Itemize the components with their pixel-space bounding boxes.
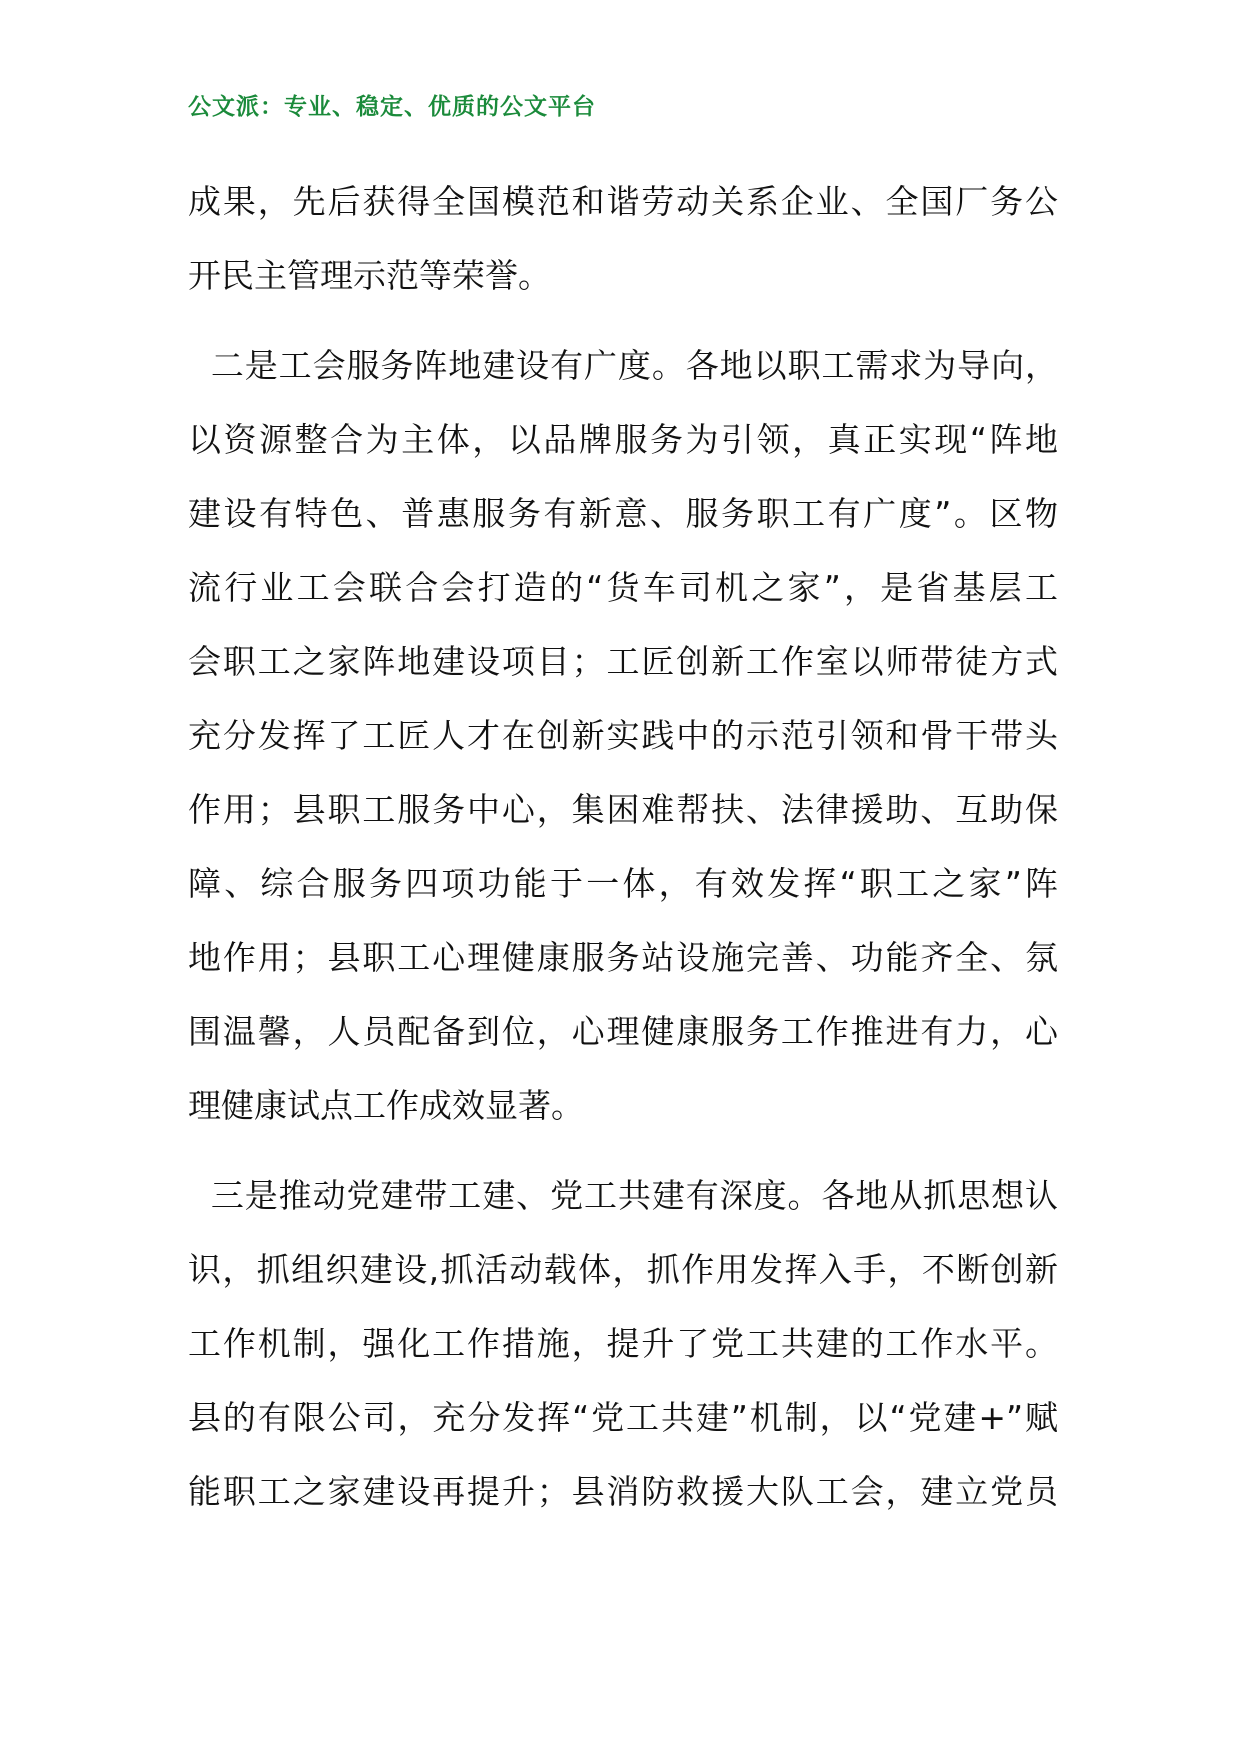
paragraph-1 (188, 165, 1058, 313)
text-line: 能职工之家建设再提升；县消防救援大队工会，建立党员 (188, 1472, 1058, 1511)
text-line: 地作用；县职工心理健康服务站设施完善、功能齐全、氛 (188, 938, 1058, 977)
paragraph-2 (188, 329, 1058, 1143)
text-line: 理健康试点工作成效显著。 (188, 1086, 584, 1125)
document-body (188, 165, 1058, 1545)
text-line: 以资源整合为主体，以品牌服务为引领，真正实现“阵地 (188, 420, 1058, 459)
text-line: 二是工会服务阵地建设有广度。各地以职工需求为导向， (188, 346, 1058, 385)
text-line: 工作机制，强化工作措施，提升了党工共建的工作水平。 (188, 1324, 1058, 1363)
text-line: 会职工之家阵地建设项目；工匠创新工作室以师带徒方式 (188, 642, 1058, 681)
text-line: 障、综合服务四项功能于一体，有效发挥“职工之家”阵 (188, 864, 1058, 903)
text-line: 县的有限公司，充分发挥“党工共建”机制，以“党建+”赋 (188, 1398, 1058, 1437)
text-line: 充分发挥了工匠人才在创新实践中的示范引领和骨干带头 (188, 716, 1058, 755)
paragraph-3 (188, 1159, 1058, 1529)
text-line: 识，抓组织建设,抓活动载体，抓作用发挥入手，不断创新 (188, 1250, 1058, 1289)
text-line: 三是推动党建带工建、党工共建有深度。各地从抓思想认 (188, 1176, 1058, 1215)
text-line: 围温馨，人员配备到位，心理健康服务工作推进有力，心 (188, 1012, 1058, 1051)
text-line: 作用；县职工服务中心，集困难帮扶、法律援助、互助保 (188, 790, 1058, 829)
text-line: 建设有特色、普惠服务有新意、服务职工有广度”。区物 (188, 494, 1058, 533)
page-header: 公文派：专业、稳定、优质的公文平台 (188, 93, 596, 120)
text-line: 流行业工会联合会打造的“货车司机之家”，是省基层工 (188, 568, 1058, 607)
text-line: 成果，先后获得全国模范和谐劳动关系企业、全国厂务公 (188, 182, 1058, 221)
text-line: 开民主管理示范等荣誉。 (188, 256, 551, 295)
